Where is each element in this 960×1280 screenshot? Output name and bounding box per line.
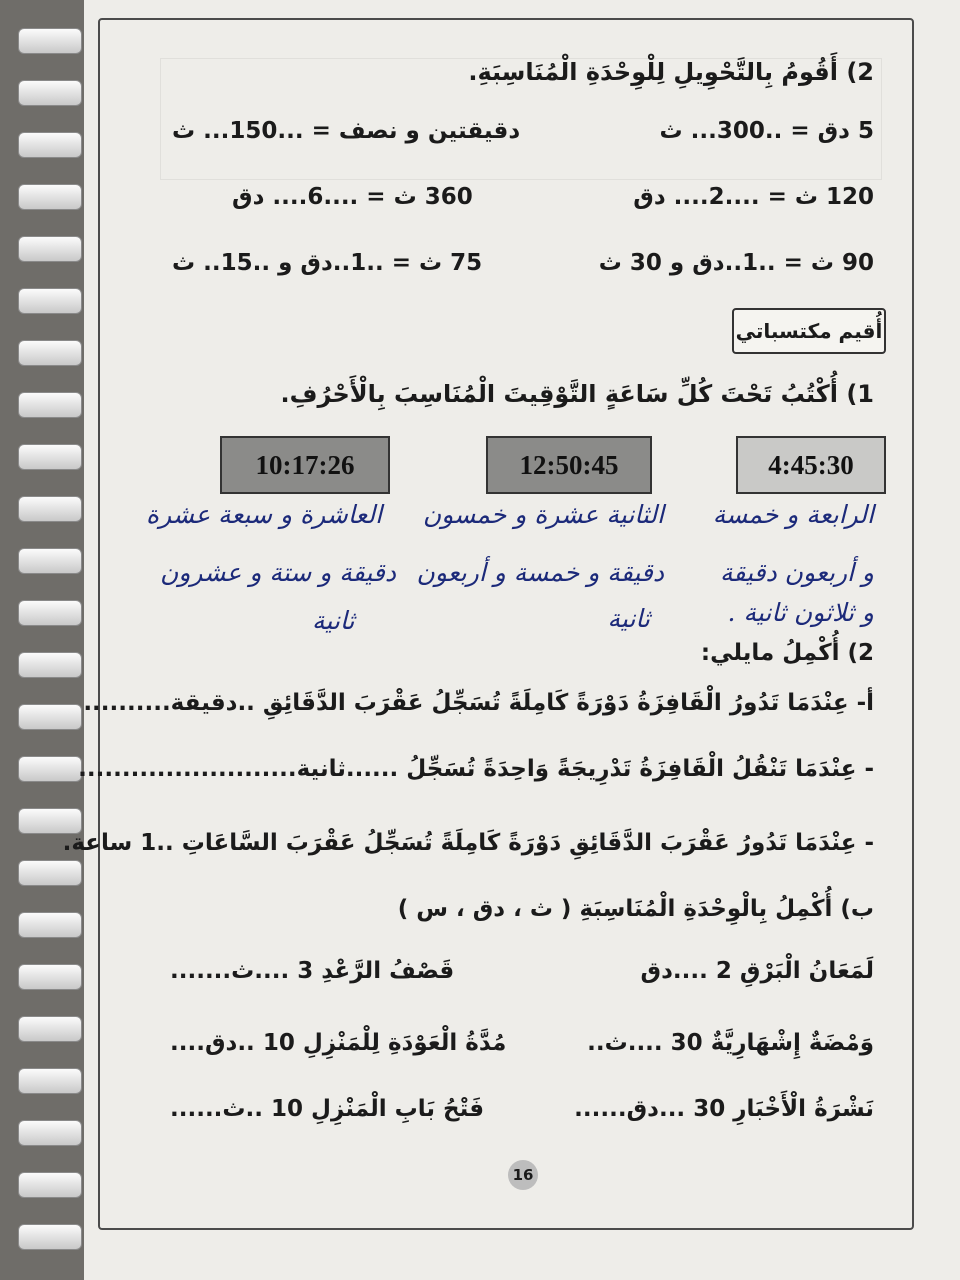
spiral-coil: [18, 548, 82, 574]
complete-line-a3: - عِنْدَمَا تَدُورُ عَقْرَبَ الدَّقَائِقِ دَوْرَةً كَامِلَةً تُسَجِّلُ عَقْرَبَ السَّاعَاتِ ..1 ساعة.: [62, 830, 874, 856]
units-row-1-right: لَمَعَانُ الْبَرْقِ 2 ....دق: [640, 958, 874, 984]
spiral-coil: [18, 652, 82, 678]
spiral-coil: [18, 964, 82, 990]
spiral-coil: [18, 860, 82, 886]
units-row-2-left: مُدَّةُ الْعَوْدَةِ لِلْمَنْزِلِ 10 ..دق....: [170, 1030, 507, 1056]
answer-1-line-1: الرابعة و خمسة: [712, 500, 874, 529]
answer-2-line-1: الثانية عشرة و خمسون: [422, 500, 664, 529]
conversion-row-1-left: دقيقتين و نصف = ...150... ث: [172, 118, 521, 144]
units-question-title: ب) أُكْمِلُ بِالْوِحْدَةِ الْمُنَاسِبَةِ ( ث ، دق ، س ): [397, 896, 874, 922]
units-row-3-left: فَتْحُ بَابِ الْمَنْزِلِ 10 ..ث......: [170, 1096, 485, 1122]
spiral-coil: [18, 704, 82, 730]
spiral-coil: [18, 1068, 82, 1094]
complete-line-a2: - عِنْدَمَا تَنْقُلُ الْقَافِزَةُ تَدْرِيجَةً وَاحِدَةً تُسَجِّلُ ......ثانية.........................: [78, 756, 874, 782]
units-row-1-left: قَصْفُ الرَّعْدِ 3 ....ث.......: [170, 958, 455, 984]
spiral-coil: [18, 1120, 82, 1146]
page-number: 16: [508, 1160, 538, 1190]
answer-1-line-2: و أربعون دقيقة: [720, 558, 874, 587]
answer-3-line-1: العاشرة و سبعة عشرة: [146, 500, 383, 529]
clock-display-3: 10:17:26: [220, 436, 390, 494]
spiral-coil: [18, 1172, 82, 1198]
answer-3-line-2: دقيقة و ستة و عشرون: [160, 558, 396, 587]
spiral-coil: [18, 912, 82, 938]
complete-question-title: 2) أُكْمِلُ مايلي:: [700, 640, 874, 666]
conversion-title: 2) أَقُومُ بِالتَّحْوِيلِ لِلْوِحْدَةِ الْمُنَاسِبَةِ.: [468, 58, 874, 86]
spiral-coil: [18, 392, 82, 418]
spiral-coil: [18, 444, 82, 470]
spiral-coil: [18, 236, 82, 262]
conversion-row-2-left: 360 ث = ....6.... دق: [232, 184, 473, 210]
spiral-coil: [18, 288, 82, 314]
answer-1-line-3: و ثلاثون ثانية .: [727, 598, 874, 627]
clocks-question-title: 1) أُكْتُبُ تَحْتَ كُلِّ سَاعَةٍ التَّوْقِيتَ الْمُنَاسِبَ بِالْأَحْرُفِ.: [280, 380, 874, 408]
spiral-coil: [18, 28, 82, 54]
units-row-3-right: نَشْرَةُ الْأَخْبَارِ 30 ...دق......: [574, 1096, 874, 1122]
spiral-coil: [18, 184, 82, 210]
answer-3-line-3: ثانية: [312, 606, 355, 635]
complete-line-a1: أ- عِنْدَمَا تَدُورُ الْقَافِزَةُ دَوْرَةً كَامِلَةً تُسَجِّلُ عَقْرَبَ الدَّقَائِقِ ..دقيقة..........: [83, 690, 874, 716]
conversion-row-1-right: 5 دق = ..300... ث: [659, 118, 874, 144]
answer-2-line-3: ثانية: [607, 604, 650, 633]
conversion-row-3-left: 75 ث = ..1..دق و ..15.. ث: [172, 250, 483, 276]
spiral-coil: [18, 496, 82, 522]
units-row-2-right: وَمْضَةٌ إِشْهَارِيَّةٌ 30 ....ث..: [587, 1030, 874, 1056]
spiral-coil: [18, 132, 82, 158]
answer-2-line-2: دقيقة و خمسة و أربعون: [416, 558, 664, 587]
conversion-row-2-right: 120 ث = ....2.... دق: [633, 184, 874, 210]
spiral-coil: [18, 340, 82, 366]
clock-display-2: 12:50:45: [486, 436, 652, 494]
conversion-row-3-right: 90 ث = ..1..دق و 30 ث: [598, 250, 874, 276]
clock-display-1: 4:45:30: [736, 436, 886, 494]
spiral-coil: [18, 1224, 82, 1250]
spiral-coil: [18, 756, 82, 782]
assessment-label: أُقيم مكتسباتي: [732, 308, 886, 354]
spiral-coil: [18, 80, 82, 106]
spiral-coil: [18, 1016, 82, 1042]
spiral-coil: [18, 600, 82, 626]
